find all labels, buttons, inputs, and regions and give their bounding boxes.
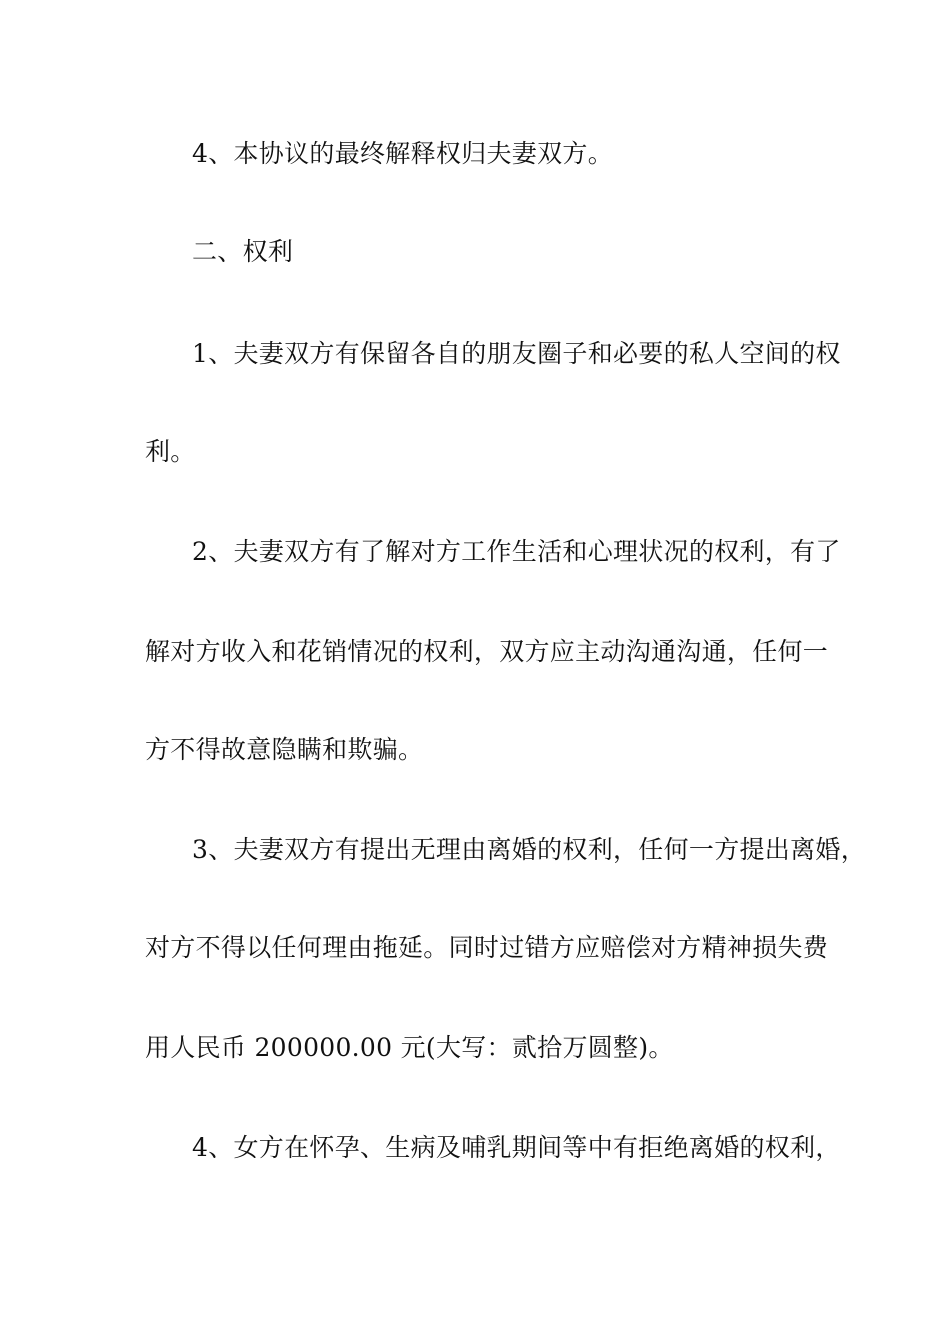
clause-2-3-line-3: 用人民币 200000.00 元(大写：贰拾万圆整)。 xyxy=(145,1033,674,1062)
clause-2-2-line-1: 2、夫妻双方有了解对方工作生活和心理状况的权利，有了 xyxy=(192,537,841,566)
clause-1-4: 4、本协议的最终解释权归夫妻双方。 xyxy=(192,139,614,168)
clause-2-1-line-1: 1、夫妻双方有保留各自的朋友圈子和必要的私人空间的权 xyxy=(192,339,841,368)
clause-2-4-line-1: 4、女方在怀孕、生病及哺乳期间等中有拒绝离婚的权利， xyxy=(192,1133,841,1162)
clause-2-3-line-1: 3、夫妻双方有提出无理由离婚的权利，任何一方提出离婚， xyxy=(192,835,867,864)
clause-2-3-line-2: 对方不得以任何理由拖延。同时过错方应赔偿对方精神损失费 xyxy=(145,933,829,962)
clause-2-1-line-2: 利。 xyxy=(145,437,196,466)
clause-2-2-line-2: 解对方收入和花销情况的权利，双方应主动沟通沟通，任何一 xyxy=(145,637,829,666)
clause-2-2-line-3: 方不得故意隐瞒和欺骗。 xyxy=(145,735,424,764)
section-heading-rights: 二、权利 xyxy=(192,237,294,266)
